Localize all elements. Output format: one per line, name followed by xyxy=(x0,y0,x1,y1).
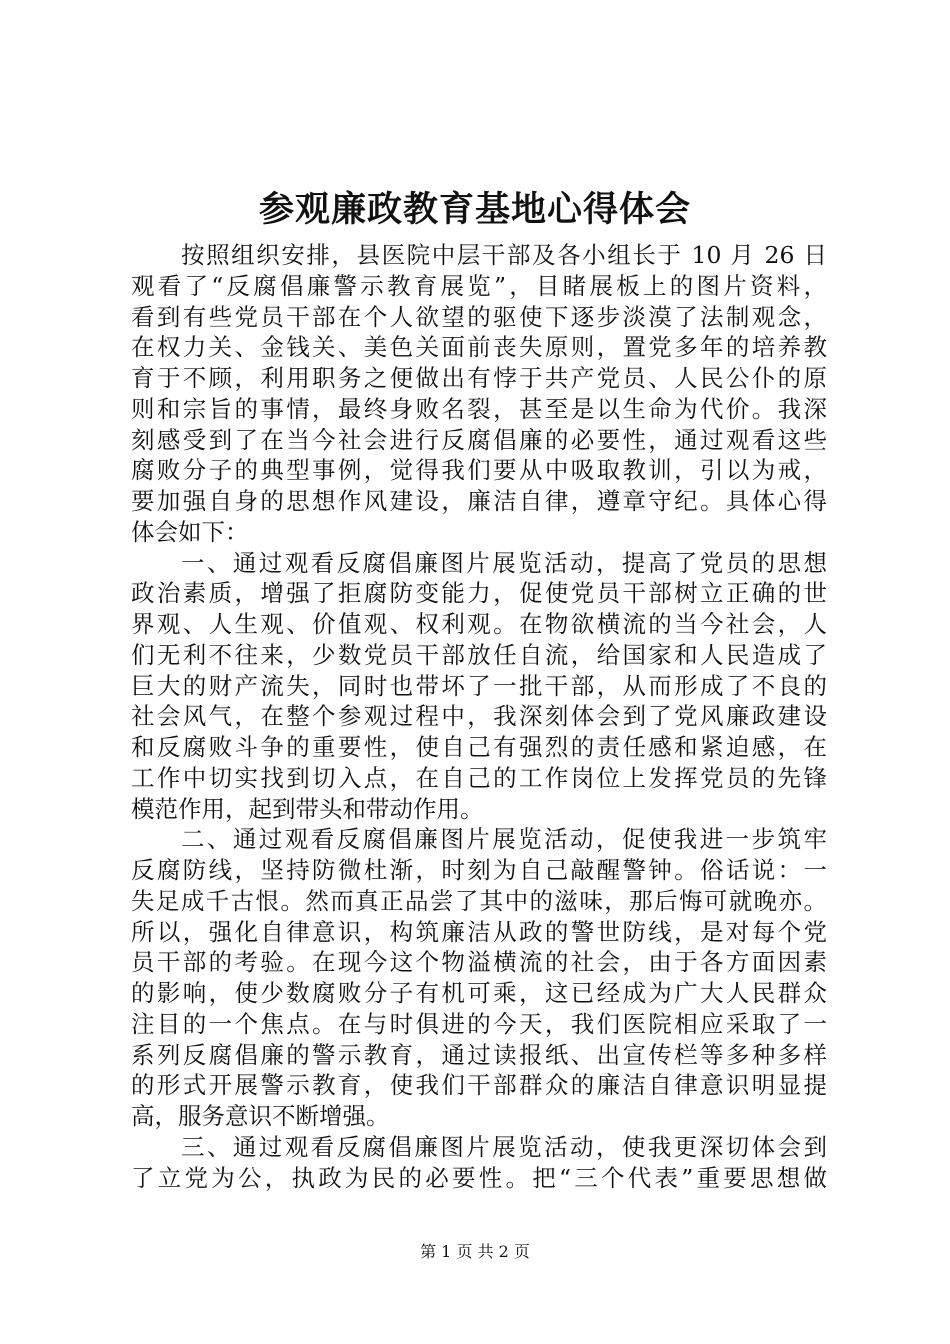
text-line: 注目的一个焦点。在与时俱进的今天，我们医院相应采取了一 xyxy=(131,1009,827,1038)
text-line: 看到有些党员干部在个人欲望的驱使下逐步淡漠了法制观念， xyxy=(131,302,827,331)
text-line: 腐败分子的典型事例，觉得我们要从中吸取教训，引以为戒， xyxy=(131,456,827,485)
text-line: 和反腐败斗争的重要性，使自己有强烈的责任感和紧迫感，在 xyxy=(131,733,827,761)
text-line: 反腐防线，坚持防微杜渐，时刻为自己敲醒警钟。俗话说：一 xyxy=(131,856,827,884)
document-title: 参观廉政教育基地心得体会 xyxy=(258,189,691,230)
text-line: 二、通过观看反腐倡廉图片展览活动，促使我进一步筑牢 xyxy=(181,825,827,854)
text-line: 则和宗旨的事情，最终身败名裂，甚至是以生命为代价。我深 xyxy=(131,394,827,423)
text-line: 高，服务意识不断增强。 xyxy=(131,1102,390,1130)
text-line: 三、通过观看反腐倡廉图片展览活动，使我更深切体会到 xyxy=(181,1132,827,1161)
text-line: 按照组织安排，县医院中层干部及各小组长于 10 月 26 日 xyxy=(181,241,827,269)
text-line: 工作中切实找到切入点，在自己的工作岗位上发挥党员的先锋 xyxy=(131,763,827,792)
text-line: 观看了“反腐倡廉警示教育展览”，目睹展板上的图片资料， xyxy=(131,271,827,300)
text-line: 一、通过观看反腐倡廉图片展览活动，提高了党员的思想 xyxy=(181,548,827,577)
text-line: 社会风气，在整个参观过程中，我深刻体会到了党风廉政建设 xyxy=(131,702,827,731)
text-line: 了立党为公，执政为民的必要性。把“三个代表”重要思想做 xyxy=(131,1163,827,1192)
text-line: 要加强自身的思想作风建设，廉洁自律，遵章守纪。具体心得 xyxy=(131,487,827,515)
text-line: 们无利不往来，少数党员干部放任自流，给国家和人民造成了 xyxy=(131,640,827,669)
text-line: 刻感受到了在当今社会进行反腐倡廉的必要性，通过观看这些 xyxy=(131,425,827,454)
text-line: 模范作用，起到带头和带动作用。 xyxy=(131,794,484,823)
text-line: 失足成千古恨。然而真正品尝了其中的滋味，那后悔可就晚亦。 xyxy=(131,886,827,915)
text-line: 政治素质，增强了拒腐防变能力，促使党员干部树立正确的世 xyxy=(131,579,827,608)
text-line: 巨大的财产流失，同时也带坏了一批干部，从而形成了不良的 xyxy=(131,671,827,700)
text-line: 员干部的考验。在现今这个物溢横流的社会，由于各方面因素 xyxy=(131,948,827,977)
text-line: 的形式开展警示教育，使我们干部群众的廉洁自律意识明显提 xyxy=(131,1071,827,1100)
page-footer: 第 1 页 共 2 页 xyxy=(420,1242,530,1261)
text-line: 体会如下： xyxy=(131,517,249,546)
text-line: 所以，强化自律意识，构筑廉洁从政的警世防线，是对每个党 xyxy=(131,917,827,946)
document-body xyxy=(131,240,827,1193)
text-line: 在权力关、金钱关、美色关面前丧失原则，置党多年的培养教 xyxy=(131,333,827,362)
text-line: 界观、人生观、价值观、权利观。在物欲横流的当今社会，人 xyxy=(131,610,827,638)
text-line: 的影响，使少数腐败分子有机可乘，这已经成为广大人民群众 xyxy=(131,979,827,1007)
text-line: 系列反腐倡廉的警示教育，通过读报纸、出宣传栏等多种多样 xyxy=(131,1040,827,1069)
text-line: 育于不顾，利用职务之便做出有悖于共产党员、人民公仆的原 xyxy=(131,364,827,392)
